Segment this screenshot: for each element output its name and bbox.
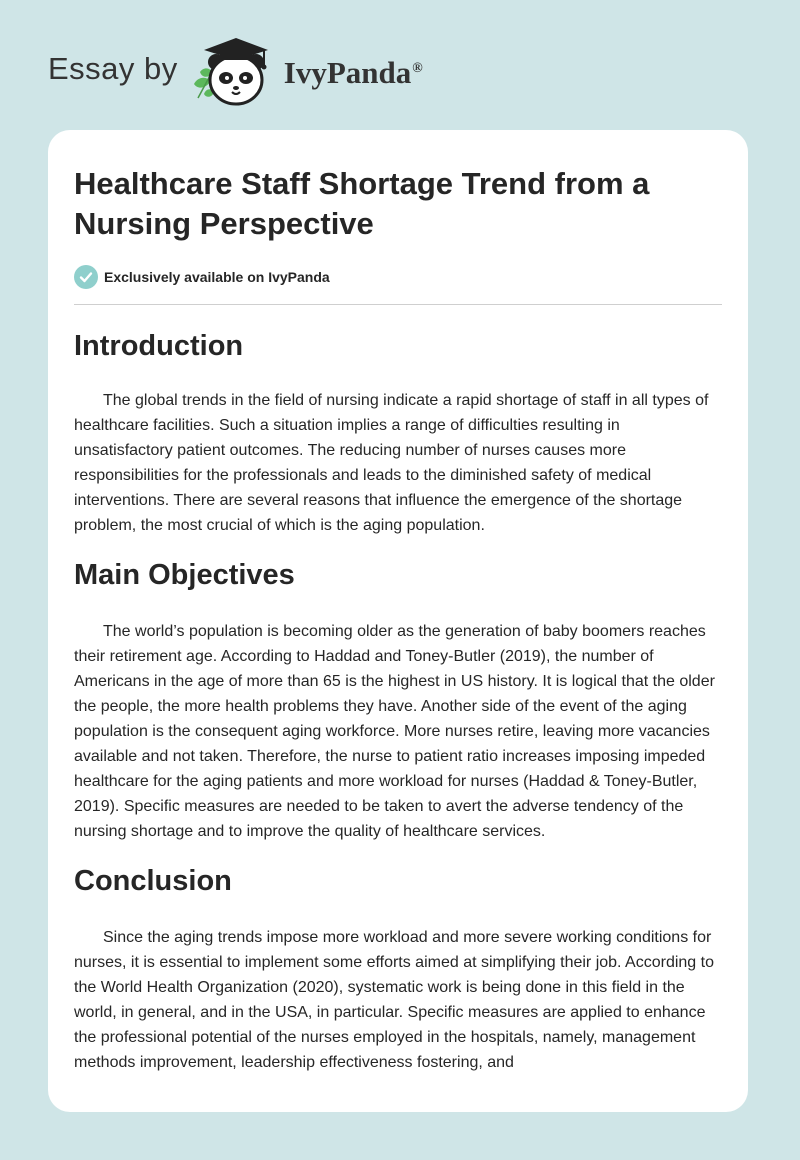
- essay-title: Healthcare Staff Shortage Trend from a Nursing Perspective: [74, 166, 650, 241]
- title-divider: [74, 304, 722, 305]
- section-body-main-objectives: The world’s population is becoming older as the generation of baby boomers reaches their retirement age. According to Haddad and Toney-Butler (2019), the number of Americans in the age of more than 65 is the highest in US history. It is logical that the older the people, the more health problems they have. Another side of the event of the aging population is the consequent aging workforce. More nurses retire, leaving more vacancies available and not taken. Therefore, the nurse to patient ratio increases imposing impeded healthcare for the aging patients and more workload for nurses (Haddad & Toney-Butler, 2019). Specific measures are needed to be taken to avert the adverse tendency of the nursing shortage and to improve the quality of healthcare services.: [74, 623, 715, 840]
- essay-by-label: Essay by: [48, 51, 178, 86]
- essay-card: [48, 130, 748, 1112]
- site-header: [48, 36, 423, 108]
- exclusive-badge: [74, 265, 722, 289]
- section-heading-conclusion: Conclusion: [74, 865, 232, 897]
- brand-text: IvyPanda: [283, 55, 412, 90]
- section-heading-main-objectives: Main Objectives: [74, 559, 295, 591]
- exclusive-badge-label: Exclusively available on IvyPanda: [104, 269, 330, 285]
- panda-logo-icon[interactable]: [192, 36, 280, 108]
- registered-mark: ®: [412, 60, 423, 76]
- brand-name[interactable]: [284, 55, 423, 91]
- check-icon: [74, 265, 98, 289]
- section-heading-introduction: Introduction: [74, 330, 244, 362]
- section-body-conclusion: Since the aging trends impose more workload and more severe working conditions for nurses, it is essential to implement some efforts aimed at simplifying their job. According to the World Health Organization (2020), systematic work is being done in this field in the world, in general, and in the USA, in particular. Specific measures are applied to enhance the professional potential of the nurses employed in the hospitals, namely, management methods improvement, leadership effectiveness fostering, and: [74, 929, 714, 1071]
- section-body-introduction: The global trends in the field of nursing indicate a rapid shortage of staff in all types of healthcare facilities. Such a situation implies a range of difficulties resulting in unsatisfactory patient outcomes. The reducing number of nurses causes more responsibilities for the professionals and leads to the diminished safety of medical interventions. There are several reasons that influence the emergence of the shortage problem, the most crucial of which is the aging population.: [74, 392, 709, 534]
